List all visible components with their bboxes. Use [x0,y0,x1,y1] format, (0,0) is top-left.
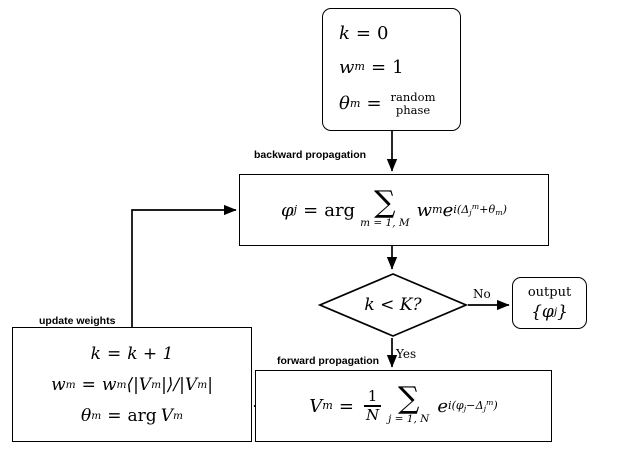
update-weights-node [12,327,252,442]
summation-symbol: ∑ m = 1, M [360,184,410,229]
equals-sign: = [355,22,372,44]
update-line-k: k = k + 1 [90,343,174,364]
equals-sign: = [371,56,387,78]
summation-symbol: ∑ j = 1, N [388,380,430,425]
label-yes: Yes [396,347,417,361]
output-node [512,277,587,329]
update-line-w: w m = w m ⟨|V m |⟩ /|V m | [51,374,213,395]
equals-sign: = [81,374,96,395]
backward-equation: φ j = arg ∑ m = 1, M w m e $i(\Delta_j^m+\theta_m)$ [281,184,507,229]
init-node [322,8,461,131]
equals-sign: = [303,199,319,221]
label-update-weights: update weights [39,315,116,327]
init-line-k: k = 0 [339,22,389,44]
backward-propagation-node [239,174,549,246]
equals-sign: = [107,405,122,426]
decision-node [318,272,468,338]
equals-sign: = [106,343,122,364]
one-over-n-fraction: $\frac{1}{N}$ [365,386,380,425]
update-line-theta: θ m = arg V m [81,405,183,426]
label-no: No [473,287,491,301]
forward-propagation-node [255,370,552,442]
init-line-theta: θ m = random phase [339,89,436,117]
init-line-w: w m = 1 [339,56,404,78]
output-value: {φ j } [531,301,568,322]
decision-label: k < K? [364,295,422,315]
equals-sign: = [366,93,382,114]
random-phase-stack: random phase [390,89,436,117]
equals-sign: = [338,395,354,417]
label-forward-propagation: forward propagation [277,355,380,367]
output-label: output [527,284,572,300]
forward-equation: V m = $\frac{1}{N}$ ∑ j = 1, N e $i(\varphi_j-\Delta_j^m)$ [309,380,498,425]
label-backward-propagation: backward propagation [254,149,367,161]
